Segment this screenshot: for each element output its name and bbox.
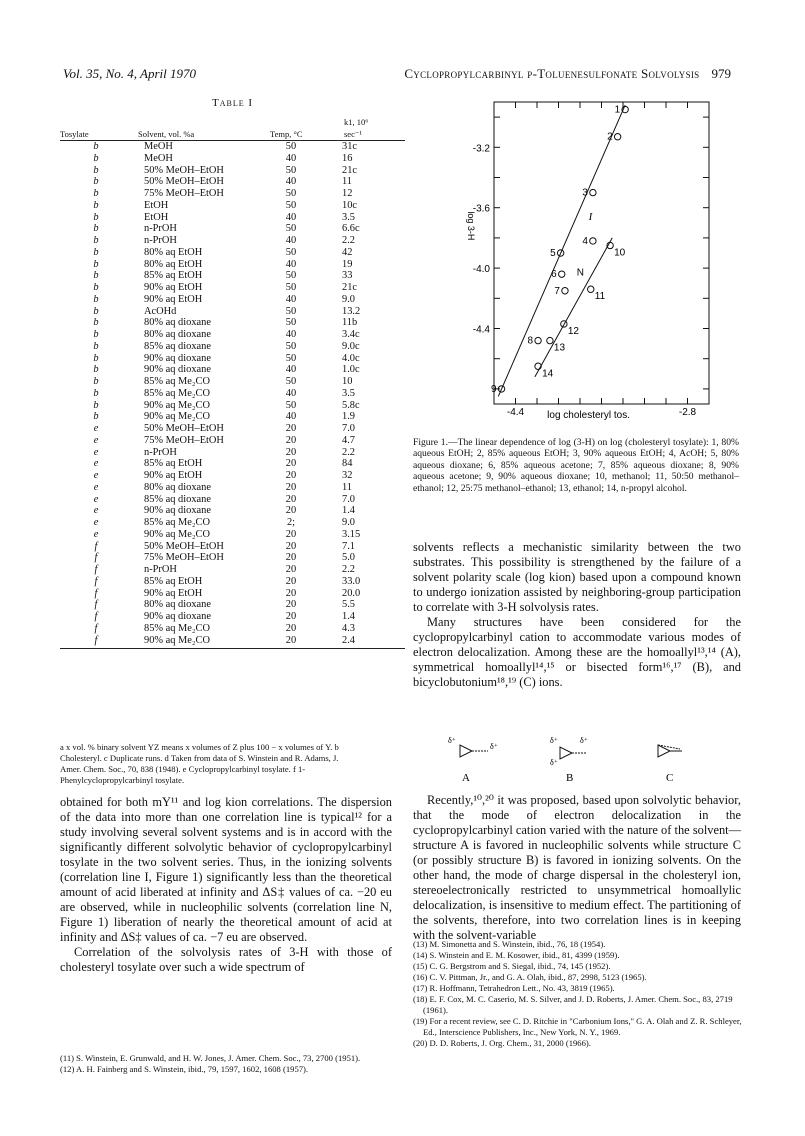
cell-tosylate: e — [93, 493, 99, 505]
cell-temp: 20 — [285, 622, 297, 634]
cell-rate: 9.0c — [342, 340, 360, 352]
cell-temp: 20 — [285, 481, 297, 493]
cell-temp: 50 — [285, 270, 297, 282]
cell-solvent: 85% aq Me₂CO — [144, 517, 210, 528]
cell-temp: 50 — [285, 282, 297, 293]
cell-solvent: 85% aq Me₂CO — [144, 387, 210, 399]
cell-tosylate: b — [93, 164, 99, 176]
cell-rate: 2.2 — [342, 446, 355, 458]
structure-b-label: B — [566, 772, 574, 784]
cell-tosylate: b — [93, 223, 99, 235]
cell-solvent: n-PrOH — [144, 564, 177, 575]
cell-tosylate: b — [93, 340, 99, 352]
structure-c — [658, 745, 682, 784]
cell-temp: 20 — [285, 587, 297, 599]
cell-temp: 40 — [285, 387, 297, 399]
reference: (17) R. Hoffmann, Tetrahedron Lett., No. 43, 3819 (1965). — [413, 983, 615, 993]
point-label: 2 — [607, 131, 613, 143]
point-label: 3 — [582, 187, 588, 199]
cell-temp: 20 — [285, 528, 297, 540]
table-row — [60, 270, 405, 282]
cell-rate: 4.0c — [342, 352, 360, 364]
cell-temp: 20 — [285, 470, 297, 481]
cell-solvent: AcOHd — [144, 305, 177, 317]
cell-temp: 20 — [285, 611, 297, 622]
reference: (20) D. D. Roberts, J. Org. Chem., 31, 2000 (1966). — [413, 1038, 591, 1048]
cell-rate: 33 — [342, 270, 353, 282]
table-row — [60, 599, 405, 611]
cell-tosylate: b — [93, 258, 99, 270]
table-row — [60, 247, 405, 259]
line-label-n: N — [576, 267, 585, 279]
structure-c-label: C — [666, 772, 674, 784]
cell-solvent: EtOH — [144, 211, 169, 223]
cell-tosylate: b — [93, 282, 99, 293]
cell-rate: 12 — [342, 188, 353, 199]
table-row — [60, 141, 405, 153]
paragraph: solvents reflects a mechanistic similarity between the two substrates. This possibility is strengthened by the failure of a solvent polarity scale (log kion) based upon a compound known to undergo ionization assisted by neighboring-group participation to correlate with 3-H solvolysis rates. — [413, 540, 741, 614]
data-point — [590, 189, 596, 195]
table-row — [60, 353, 405, 365]
structure-b — [550, 736, 588, 784]
cell-tosylate: b — [93, 317, 99, 329]
table-row — [60, 165, 405, 177]
cell-tosylate: b — [93, 141, 99, 152]
table-row — [60, 212, 405, 224]
delta-label: δ⁺ — [550, 758, 558, 767]
data-point — [559, 271, 565, 277]
point-label: 4 — [582, 235, 588, 247]
cell-solvent: 80% aq dioxane — [144, 329, 211, 340]
cell-solvent: 85% aq Me₂CO — [144, 376, 210, 387]
x-axis-label: log cholesteryl tos. — [547, 410, 631, 421]
cell-tosylate: f — [94, 552, 98, 564]
cell-solvent: 50% MeOH–EtOH — [144, 176, 224, 188]
cell-rate: 19 — [342, 258, 353, 270]
cell-temp: 50 — [285, 352, 297, 364]
cell-rate: 2.2 — [342, 564, 355, 575]
col-k-top: k1, 10⁶ — [344, 117, 369, 127]
table-row — [60, 564, 405, 576]
running-title: Cyclopropylcarbinyl p-Toluenesulfonate Solvolysis — [404, 66, 700, 81]
point-label: 8 — [527, 335, 534, 347]
cell-solvent: 90% aq EtOH — [144, 587, 203, 599]
cell-tosylate: b — [93, 211, 99, 223]
cell-temp: 50 — [285, 246, 297, 258]
table-title: Table I — [211, 97, 254, 109]
y-tick-label: -4.0 — [472, 264, 490, 276]
line-label-i: I — [588, 210, 593, 223]
data-point — [614, 134, 620, 140]
table-row — [60, 470, 405, 482]
cell-temp: 40 — [285, 329, 297, 340]
cell-rate: 42 — [342, 246, 353, 258]
reference: (14) S. Winstein and E. M. Kosower, ibid., 81, 4399 (1959). — [413, 950, 620, 960]
table-row — [60, 306, 405, 318]
cell-rate: 10c — [342, 199, 358, 211]
data-point — [590, 238, 596, 244]
cell-solvent: 90% aq EtOH — [144, 470, 203, 481]
table-row — [60, 529, 405, 541]
table-row — [60, 494, 405, 506]
cell-solvent: 90% aq Me₂CO — [144, 528, 210, 540]
cell-rate: 84 — [342, 458, 353, 470]
y-axis-label: log 3-H — [466, 211, 476, 241]
delta-label: δ⁺ — [490, 742, 498, 751]
cell-rate: 3.4c — [342, 329, 360, 340]
cell-solvent: 90% aq Me₂CO — [144, 634, 210, 646]
table-row — [60, 176, 405, 188]
cell-solvent: 80% aq dioxane — [144, 317, 211, 329]
point-label: 14 — [542, 368, 554, 380]
cell-solvent: 90% aq Me₂CO — [144, 399, 210, 411]
cell-solvent: 85% aq dioxane — [144, 493, 211, 505]
cell-rate: 13.2 — [342, 305, 361, 317]
point-label: 5 — [550, 248, 556, 259]
cell-tosylate: f — [94, 587, 98, 599]
cell-rate: 7.0 — [342, 423, 355, 434]
cell-tosylate: b — [93, 329, 99, 340]
cell-solvent: 80% aq EtOH — [144, 258, 203, 270]
cell-rate: 3.5 — [342, 387, 355, 399]
cell-temp: 40 — [285, 176, 297, 188]
cell-temp: 50 — [285, 199, 297, 211]
table-row — [60, 317, 405, 329]
cell-rate: 5.8c — [342, 399, 360, 411]
table-row — [60, 635, 405, 647]
cell-solvent: 90% aq Me₂CO — [144, 411, 210, 423]
cell-solvent: n-PrOH — [144, 223, 177, 235]
cell-solvent: n-PrOH — [144, 446, 177, 458]
cell-rate: 11 — [342, 176, 353, 188]
point-label: 11 — [594, 291, 606, 303]
paragraph: obtained for both mY¹¹ and log kion correlations. The dispersion of the data into more than one correlation line is typical¹² for a study involving several solvent systems and is in accord with the significantly different solvolytic behavior of cyclopropylcarbinyl tosylate in the two solvent series. Thus, in the ionizing solvents (correlation line I, Figure 1) significantly less than the theoretical amount of acid liberated at infinity and ΔS‡ values of ca. −20 eu are observed, while in nucleophilic solvents (correlation line N, Figure 1) liberation of nearly the theoretical amount of acid at infinity and ΔS‡ values of ca. −7 eu are observed. — [60, 795, 392, 944]
cell-rate: 7.1 — [342, 540, 355, 552]
cell-temp: 50 — [285, 188, 297, 199]
table-row — [60, 458, 405, 470]
cell-solvent: 90% aq EtOH — [144, 293, 203, 305]
table-row — [60, 447, 405, 459]
cell-solvent: 90% aq EtOH — [144, 282, 203, 293]
data-point — [588, 286, 594, 292]
cell-solvent: 85% aq EtOH — [144, 575, 203, 587]
table-header — [60, 114, 405, 141]
cell-rate: 20.0 — [342, 587, 361, 599]
data-point — [535, 337, 541, 343]
paragraph: Correlation of the solvolysis rates of 3-H with those of cholesteryl tosylate over such a wide spectrum of — [60, 945, 392, 974]
figure-caption: Figure 1.—The linear dependence of log (3-H) on log (cholesteryl tosylate): 1, 80% aqueous EtOH; 2, 85% aqueous EtOH; 3, 90% aqueous EtOH; 4, AcOH; 5, 80% aqueous dioxane; 6, 85% aqueous acetone; 7, 85% aqueous dioxane; 8, 90% aqueous acetone; 9, 90% aqueous dioxane; 10, methanol; 11, 50:50 methanol–ethanol; 12, 25:75 methanol–ethanol; 13, ethanol; 14, n-propyl alcohol. — [413, 437, 739, 494]
reference: (16) C. V. Pittman, Jr., and G. A. Olah, ibid., 87, 2998, 5123 (1965). — [413, 972, 647, 982]
delta-label: δ⁺ — [580, 736, 588, 745]
cell-solvent: 85% aq dioxane — [144, 340, 211, 352]
cell-tosylate: b — [93, 376, 99, 387]
reference: (11) S. Winstein, E. Grunwald, and H. W. Jones, J. Amer. Chem. Soc., 73, 2700 (1951). — [60, 1053, 361, 1063]
cell-temp: 20 — [285, 446, 297, 458]
table-row — [60, 259, 405, 271]
cell-tosylate: e — [93, 458, 99, 470]
cell-temp: 40 — [285, 235, 297, 246]
reference: (19) For a recent review, see C. D. Ritchie in "Carbonium Ions," G. A. Olah and Z. R. Schleyer, Ed., Interscience Publishers, Inc., New York, N. Y., 1969. — [413, 1016, 742, 1037]
table-row — [60, 400, 405, 412]
reference: (18) E. F. Cox, M. C. Caserio, M. S. Silver, and J. D. Roberts, J. Amer. Chem. Soc., 83, 2719 (1961). — [413, 994, 733, 1015]
cell-rate: 33.0 — [342, 575, 361, 587]
col-temp: Temp, °C — [270, 129, 303, 139]
cell-rate: 2.2 — [342, 235, 355, 246]
table-row — [60, 517, 405, 529]
cell-rate: 1.0c — [342, 364, 360, 376]
table-1 — [60, 97, 405, 649]
point-label: 7 — [554, 285, 560, 297]
left-references — [60, 1053, 392, 1075]
cell-solvent: 75% MeOH–EtOH — [144, 188, 224, 199]
cell-solvent: 75% MeOH–EtOH — [144, 552, 224, 564]
cell-tosylate: e — [93, 446, 99, 458]
cell-temp: 40 — [285, 411, 297, 423]
table-body — [60, 141, 405, 646]
x-tick-label: -2.8 — [678, 407, 697, 418]
table-row — [60, 623, 405, 635]
running-header-left: Vol. 35, No. 4, April 1970 — [63, 66, 197, 81]
cell-temp: 40 — [285, 258, 297, 270]
cell-rate: 11b — [342, 317, 358, 329]
cell-solvent: 90% aq dioxane — [144, 505, 211, 517]
cell-tosylate: e — [93, 505, 99, 517]
cell-temp: 50 — [285, 317, 297, 329]
y-tick-label: -3.2 — [472, 143, 490, 155]
cell-tosylate: e — [93, 470, 99, 481]
table-row — [60, 200, 405, 212]
cell-temp: 50 — [285, 223, 297, 235]
cell-tosylate: b — [93, 387, 99, 399]
cell-temp: 20 — [285, 552, 297, 564]
structure-a-label: A — [462, 772, 470, 784]
cell-rate: 4.3 — [342, 622, 355, 634]
cell-tosylate: b — [93, 352, 99, 364]
right-column-text — [413, 540, 741, 690]
cell-solvent: 50% MeOH–EtOH — [144, 164, 224, 176]
delta-label: δ⁺ — [550, 736, 558, 745]
cell-temp: 20 — [285, 493, 297, 505]
table-row — [60, 341, 405, 353]
cell-solvent: 90% aq dioxane — [144, 364, 211, 376]
cell-tosylate: b — [93, 305, 99, 317]
cell-tosylate: f — [94, 599, 98, 611]
cell-rate: 3.5 — [342, 211, 355, 223]
cell-tosylate: f — [94, 540, 98, 552]
structures — [430, 735, 730, 785]
cell-temp: 20 — [285, 540, 297, 552]
cell-temp: 40 — [285, 152, 297, 164]
point-label: 10 — [614, 247, 626, 259]
cell-solvent: 75% MeOH–EtOH — [144, 434, 224, 446]
col-tosylate: Tosylate — [60, 129, 89, 139]
right-references — [413, 939, 743, 1049]
cell-temp: 20 — [285, 434, 297, 446]
table-row — [60, 552, 405, 564]
cell-rate: 16 — [342, 152, 353, 164]
reference: (15) C. G. Bergstrom and S. Siegal, ibid., 74, 145 (1952). — [413, 961, 611, 971]
cell-temp: 40 — [285, 211, 297, 223]
cell-temp: 50 — [285, 399, 297, 411]
cell-tosylate: f — [94, 611, 98, 622]
cell-rate: 21c — [342, 164, 358, 176]
cell-rate: 11 — [342, 481, 353, 493]
cell-tosylate: f — [94, 575, 98, 587]
running-header-right — [404, 66, 731, 82]
cell-rate: 9.0 — [342, 293, 355, 305]
table-row — [60, 588, 405, 600]
cell-tosylate: e — [93, 481, 99, 493]
point-label: 9 — [490, 383, 497, 395]
reference: (12) A. H. Fainberg and S. Winstein, ibid., 79, 1597, 1602, 1608 (1957). — [60, 1064, 309, 1074]
table-row — [60, 364, 405, 376]
plot-frame — [494, 102, 709, 404]
cell-solvent: 80% aq dioxane — [144, 599, 211, 611]
cell-temp: 50 — [285, 376, 297, 387]
y-tick-label: -3.6 — [472, 203, 490, 215]
cell-temp: 20 — [285, 564, 297, 575]
point-label: 6 — [551, 269, 557, 281]
correlation-line-n — [535, 235, 612, 380]
cell-solvent: 90% aq dioxane — [144, 352, 211, 364]
cell-rate: 3.15 — [342, 528, 361, 540]
reference: (13) M. Simonetta and S. Winstein, ibid., 76, 18 (1954). — [413, 939, 606, 949]
cell-solvent: 50% MeOH–EtOH — [144, 423, 224, 434]
cell-solvent: 80% aq EtOH — [144, 246, 203, 258]
cell-rate: 1.4 — [342, 611, 355, 622]
col-k-bottom: sec⁻¹ — [344, 129, 362, 139]
table-row — [60, 235, 405, 247]
cell-solvent: MeOH — [144, 141, 173, 152]
table-row — [60, 329, 405, 341]
table-row — [60, 482, 405, 494]
cell-rate: 5.0 — [342, 552, 355, 564]
cell-rate: 2.4 — [342, 634, 355, 646]
cell-temp: 40 — [285, 364, 297, 376]
table-row — [60, 423, 405, 435]
y-tick-label: -4.4 — [472, 324, 490, 336]
table-row — [60, 435, 405, 447]
table-row — [60, 388, 405, 400]
table-row — [60, 505, 405, 517]
cell-rate: 4.7 — [342, 434, 355, 446]
cell-temp: 50 — [285, 141, 297, 152]
cell-solvent: 85% aq Me₂CO — [144, 622, 210, 634]
cell-tosylate: b — [93, 399, 99, 411]
cell-tosylate: f — [94, 634, 98, 646]
cell-rate: 31c — [342, 141, 358, 152]
cell-tosylate: b — [93, 411, 99, 423]
table-row — [60, 576, 405, 588]
cell-rate: 32 — [342, 470, 353, 481]
cell-tosylate: b — [93, 176, 99, 188]
cell-rate: 5.5 — [342, 599, 355, 611]
cell-tosylate: b — [93, 246, 99, 258]
scatter-chart — [414, 94, 734, 430]
cell-tosylate: f — [94, 622, 98, 634]
point-label: 13 — [553, 342, 566, 354]
cell-tosylate: e — [93, 423, 99, 434]
cell-tosylate: b — [93, 364, 99, 376]
cell-tosylate: b — [93, 235, 99, 246]
cell-solvent: 85% aq EtOH — [144, 458, 203, 470]
paragraph: Many structures have been considered for the cyclopropylcarbinyl cation to accommodate various modes of electron delocalization. Among these are the homoallyl¹³,¹⁴ (A), symmetrical homoallyl¹⁴,¹⁵ or bisected form¹⁶,¹⁷ (B), and bicyclobutonium¹⁸,¹⁹ (C) ions. — [413, 615, 741, 689]
cell-temp: 20 — [285, 575, 297, 587]
cell-rate: 10 — [342, 376, 353, 387]
table-row — [60, 223, 405, 235]
cell-tosylate: e — [93, 517, 99, 528]
x-tick-label: -4.4 — [506, 407, 525, 418]
table-row — [60, 188, 405, 200]
cell-solvent: EtOH — [144, 199, 169, 211]
table-row — [60, 376, 405, 388]
table-row — [60, 541, 405, 553]
table-row — [60, 411, 405, 423]
cell-tosylate: b — [93, 188, 99, 199]
point-label: 12 — [567, 325, 579, 337]
cell-rate: 9.0 — [342, 517, 355, 528]
table-row — [60, 294, 405, 306]
cell-rate: 1.9 — [342, 411, 355, 423]
cell-rate: 6.6c — [342, 223, 360, 235]
cell-solvent: 85% aq EtOH — [144, 270, 203, 282]
cell-rate: 21c — [342, 282, 358, 293]
figure-1 — [414, 94, 734, 430]
point-label: 1 — [614, 104, 621, 116]
cell-tosylate: e — [93, 528, 99, 540]
data-point — [562, 288, 568, 294]
cell-rate: 7.0 — [342, 493, 355, 505]
cell-temp: 20 — [285, 458, 297, 470]
cell-rate: 1.4 — [342, 505, 355, 517]
cell-tosylate: b — [93, 293, 99, 305]
left-column-text — [60, 795, 392, 975]
cell-tosylate: b — [93, 270, 99, 282]
cell-solvent: MeOH — [144, 152, 173, 164]
cell-tosylate: e — [93, 434, 99, 446]
cell-tosylate: f — [94, 564, 98, 575]
table-row — [60, 611, 405, 623]
cell-temp: 40 — [285, 293, 297, 305]
cell-temp: 50 — [285, 164, 297, 176]
cell-solvent: 50% MeOH–EtOH — [144, 540, 224, 552]
cell-temp: 2; — [286, 517, 296, 528]
right-column-text-2: Recently,¹⁰,²⁰ it was proposed, based upon solvolytic behavior, that the mode of electron delocalization in the cyclopropylcarbinyl cation varied with the nature of the solvent—structure A is favored in nucleophilic solvents while structure C (or possibly structure B) is favored in ionizing solvents. On the other hand, the mode of charge dispersal in the cholesteryl ion, stereoelectronically restricted to unsymmetrical homoallylic delocalization, is insensitive to medium effect. The partitioning of the solvents, therefore, into two correlation lines is in keeping with the solvent-variable — [413, 793, 741, 942]
structure-a — [448, 736, 498, 784]
page-number: 979 — [711, 66, 731, 81]
cell-temp: 50 — [285, 305, 297, 317]
cell-temp: 50 — [285, 340, 297, 352]
cell-temp: 20 — [285, 634, 297, 646]
table-row — [60, 282, 405, 294]
delta-label: δ⁺ — [448, 736, 456, 745]
col-solvent: Solvent, vol. %a — [138, 129, 195, 139]
cell-solvent: n-PrOH — [144, 235, 177, 246]
data-point — [547, 337, 553, 343]
cell-tosylate: b — [93, 152, 99, 164]
cell-tosylate: b — [93, 199, 99, 211]
table-footnote: a x vol. % binary solvent YZ means x volumes of Z plus 100 − x volumes of Y. b Cholesteryl. c Duplicate runs. d Taken from data of S. Winstein and R. Adams, J. Amer. Chem. Soc., 70, 838 (1948). e Cyclopropylcarbinyl tosylate. f 1-Phenylcyclopropylcarbinyl tosylate. — [60, 742, 339, 785]
table-row — [60, 153, 405, 165]
cell-temp: 20 — [285, 505, 297, 517]
cell-solvent: 80% aq dioxane — [144, 481, 211, 493]
cell-solvent: 90% aq dioxane — [144, 611, 211, 622]
table-rule — [60, 648, 405, 649]
cell-temp: 20 — [285, 423, 297, 434]
cell-temp: 20 — [285, 599, 297, 611]
